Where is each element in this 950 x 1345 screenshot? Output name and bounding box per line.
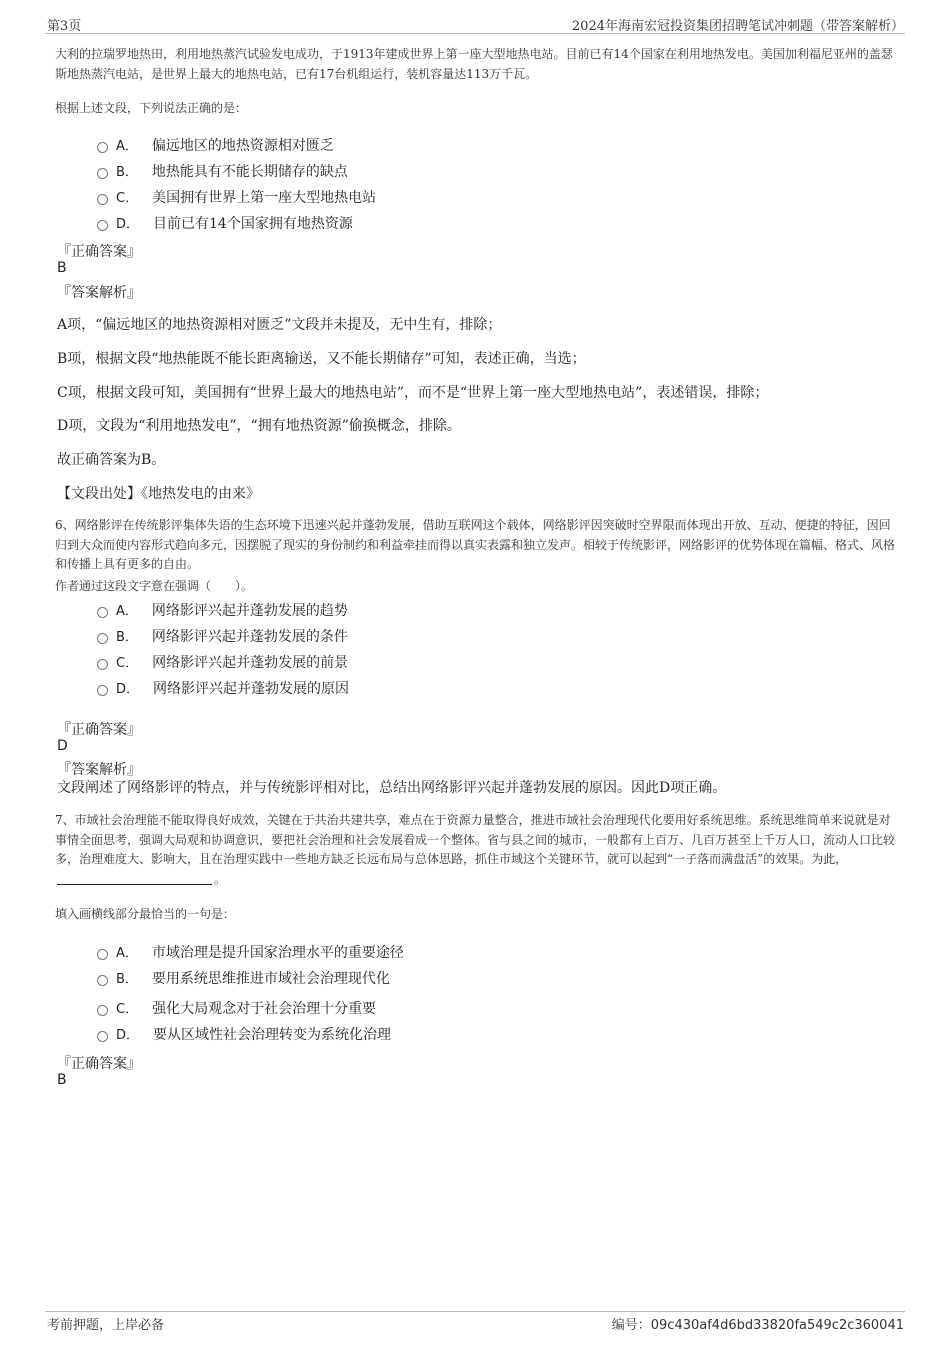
q5-prompt: 根据上述文段，下列说法正确的是：: [55, 101, 248, 115]
radio-icon[interactable]: [97, 607, 108, 618]
q7-option-a[interactable]: A． 市域治理是提升国家治理水平的重要途径: [97, 942, 404, 962]
q5-option-d[interactable]: D． 目前已有14个国家拥有地热资源: [97, 213, 353, 233]
radio-icon[interactable]: [97, 142, 108, 153]
q5-passage: 大利的拉瑞罗地热田，利用地热蒸汽试验发电成功，于1913年建成世界上第一座大型地热电站。目前已有14个国家在利用地热发电。美国加利福尼亚州的盖瑟斯地热蒸汽电站，是世界上最大的地热电站，已有17台机组运行，装机容量达113万千瓦。: [55, 47, 893, 81]
radio-icon[interactable]: [97, 168, 108, 179]
radio-icon[interactable]: [97, 194, 108, 205]
q5-source: 【文段出处】《地热发电的由来》: [57, 486, 260, 502]
q7-stem: 7、市域社会治理能不能取得良好成效，关键在于共治共建共享，难点在于资源力量整合，推进市域社会治理现代化要用好系统思维。系统思维简单来说就是对事情全面思考，强调大局观和协调意识，要把社会治理和社会发展看成一个整体。省与县之间的城市，一般都有上百万、几百万甚至上千万人口，流动人口比较多，治理难度大、影响大，且在治理实践中一些地方缺乏长远布局与总体思路，抓住市域这个关键环节，就可以起到“一子落而满盘活”的效果。为此，。: [55, 813, 896, 886]
q7-option-d[interactable]: D． 要从区域性社会治理转变为系统化治理: [97, 1024, 391, 1044]
q6-option-c[interactable]: C． 网络影评兴起并蓬勃发展的前景: [97, 652, 348, 672]
q5-answer: B: [57, 260, 67, 276]
q5-option-a[interactable]: A． 偏远地区的地热资源相对匮乏: [97, 135, 334, 155]
radio-icon[interactable]: [97, 1031, 108, 1042]
document-title: 2024年海南宏冠投资集团招聘笔试冲刺题（带答案解析）: [571, 19, 904, 34]
q5-analysis-d: D项，文段为“利用地热发电”，“拥有地热资源”偷换概念，排除。: [57, 418, 461, 434]
radio-icon[interactable]: [97, 685, 108, 696]
q6-analysis: 文段阐述了网络影评的特点，并与传统影评相对比，总结出网络影评兴起并蓬勃发展的原因。因此D项正确。: [57, 780, 727, 796]
q7-answer-label: 『正确答案』: [57, 1056, 141, 1072]
q5-analysis-a: A项，“偏远地区的地热资源相对匮乏”文段并未提及，无中生有，排除；: [57, 317, 502, 333]
footer-rule: [45, 1311, 905, 1312]
radio-icon[interactable]: [97, 220, 108, 231]
q6-analysis-label: 『答案解析』: [57, 762, 141, 778]
q6-stem: 6、网络影评在传统影评集体失语的生态环境下迅速兴起并蓬勃发展，借助互联网这个载体，网络影评因突破时空界限而体现出开放、互动、便捷的特征，因回归到大众而使内容形式趋向多元，因摆脱了现实的身份制约和利益牵挂而得以真实表露和独立发声。相较于传统影评，网络影评的优势体现在篇幅、格式、风格和传播上具有更多的自由。: [55, 518, 896, 571]
q6-option-b[interactable]: B． 网络影评兴起并蓬勃发展的条件: [97, 626, 348, 646]
q7-option-b[interactable]: B． 要用系统思维推进市域社会治理现代化: [97, 968, 390, 988]
q5-answer-label: 『正确答案』: [57, 244, 141, 260]
q5-analysis-label: 『答案解析』: [57, 285, 141, 301]
radio-icon[interactable]: [97, 1005, 108, 1016]
q6-prompt: 作者通过这段文字意在强调（ ）。: [55, 579, 254, 593]
q6-option-a[interactable]: A． 网络影评兴起并蓬勃发展的趋势: [97, 600, 348, 620]
footer-code: 编号：09c430af4d6bd33820fa549c2c360041: [611, 1318, 904, 1333]
answer-blank: [57, 872, 212, 885]
page-number: 第3页: [47, 19, 82, 34]
q7-answer: B: [57, 1072, 67, 1088]
q6-answer: D: [57, 738, 68, 754]
radio-icon[interactable]: [97, 659, 108, 670]
radio-icon[interactable]: [97, 633, 108, 644]
q5-analysis-b: B项，根据文段“地热能既不能长距离输送，又不能长期储存”可知，表述正确，当选；: [57, 351, 586, 367]
q5-analysis-c: C项，根据文段可知，美国拥有“世界上最大的地热电站”，而不是“世界上第一座大型地热电站”，表述错误，排除；: [57, 385, 769, 401]
q7-option-c[interactable]: C． 强化大局观念对于社会治理十分重要: [97, 998, 376, 1018]
q7-prompt: 填入画横线部分最恰当的一句是：: [55, 907, 236, 921]
q5-option-b[interactable]: B． 地热能具有不能长期储存的缺点: [97, 161, 348, 181]
header-rule: [45, 33, 905, 34]
q6-answer-label: 『正确答案』: [57, 722, 141, 738]
q5-option-c[interactable]: C． 美国拥有世界上第一座大型地热电站: [97, 187, 376, 207]
q6-option-d[interactable]: D． 网络影评兴起并蓬勃发展的原因: [97, 678, 349, 698]
q5-conclusion: 故正确答案为B。: [57, 452, 166, 468]
radio-icon[interactable]: [97, 949, 108, 960]
footer-slogan: 考前押题，上岸必备: [47, 1318, 165, 1333]
radio-icon[interactable]: [97, 975, 108, 986]
